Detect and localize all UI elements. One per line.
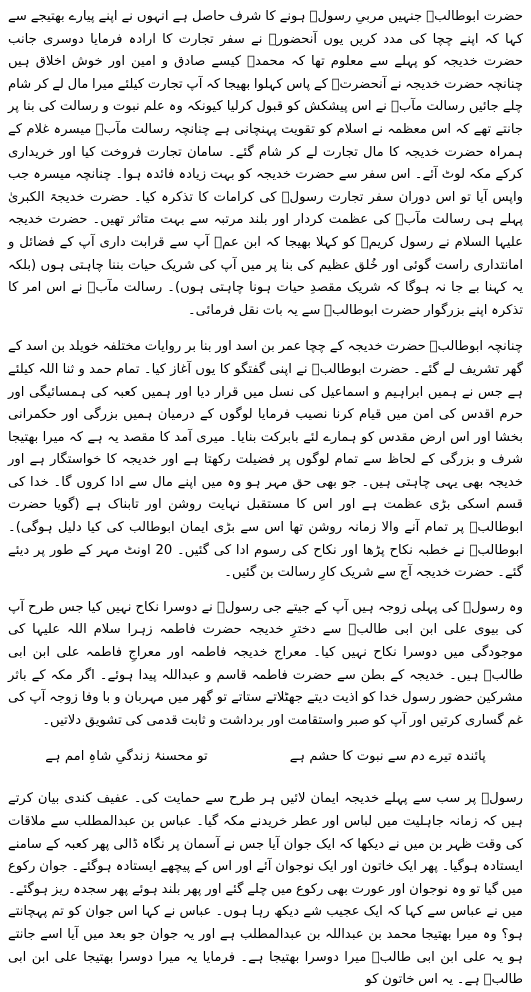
paragraph-spacer (8, 585, 523, 597)
poetry-couplet (8, 746, 523, 768)
paragraph-spacer (8, 322, 523, 336)
paragraph-spacer (8, 732, 523, 746)
verse-right-hemistich: پائندہ تیرے دم سے نبوت کا حشم ہے (289, 749, 486, 765)
paragraph-4: رسولؐ پر سب سے پہلے خدیجہ ایمان لائیں ہر طرح سے حمایت کی۔ عفیف کندی بیان کرتے ہیں کہ زمانہ جاہلیت میں لباس اور عطر خریدنے مکہ گیا۔ عباس بن عبدالمطلب سے ملاقات کی وقت ظہر بن میں نے دیکھا کہ ایک جوان آیا جس نے آسمان پر نگاہ ڈالی پھر کعبہ کے سامنے ایستادہ ہوگیا۔ پھر ایک خاتون اور ایک نوجوان آئے اور اس کے پیچھے ایستادہ ہوگئے۔ جوان رکوع میں گیا تو وہ نوجوان اور عورت بھی رکوع میں چلے گئے اور پھر بلند ہوئے پھر سجدہ ریز ہوگئے۔ میں نے عباس سے کہا کہ ایک عجیب شے دیکھ رہا ہوں۔ عباس نے کہا اس جوان کو تم پہچانتے ہو؟ وہ میرا بھتیجا محمد بن عبداللہ بن عبدالمطلب ہے اور یہ جوان جو بعد میں آیا اسے جانتے ہو یہ علی ابن ابی طالبؑ میرا دوسرا بھتیجا ہے۔ فرمایا یہ میرا دوسرا بھتیجا علی ابن ابی طالبؑ ہے۔ یہ اس خاتون کو (8, 791, 523, 988)
verse-left-hemistich: تو محسنۂ زندگیِ شاہِ امم ہے (45, 749, 208, 765)
paragraph-spacer (8, 768, 523, 788)
paragraph-3: وہ رسولؐ کی پہلی زوجہ ہیں آپ کے جیتے جی رسولؐ نے دوسرا نکاح نہیں کیا جس طرح آپ کی بیوی علی ابن ابی طالبؑ سے دخترِ خدیجہ حضرت فاطمہ زہرا سلام اللہ علیہا کی موجودگی میں دوسرا نکاح نہیں کیا۔ معراج خدیجہ فاطمہ اور معراجِ فاطمہ علی ابن ابی طالبؑ ہیں۔ خدیجہ کے بطن سے حضرت فاطمہ قاسم و عبداللہ پیدا ہوئے۔ اگر مکہ کے باثر مشرکین حضور رسول خدا کو اذیت دیتے جھٹلاتے ستاتے تو گھر میں مہربان و با وفا زوجہ آپ کی غم گساری کرتیں اور آپ کو صبر واستقامت اور برداشت و ثابت قدمی کی تشویق دلاتیں۔ (8, 599, 523, 728)
paragraph-1: حضرت ابوطالبؑ جنہیں مربیِ رسولؐ ہونے کا شرف حاصل ہے انہوں نے اپنے پیارے بھتیجے سے کہا کہ اپنے چچا کی مدد کریں یوں آنحضورؐ نے سفر تجارت کا ارادہ فرمایا دوسری جانب حضرت خدیجہ کو پہلے سے معلوم تھا کہ محمدؐ کیسے صادق و امین اور خوش اخلاق ہیں چنانچہ حضرت خدیجہ نے آنحضرتؐ کے پاس کہلوا بھیجا کہ آپ تجارت کیلئے میرا مال لے کر شام چلے جائیں رسالت مآبؐ نے اس پیشکش کو قبول کرلیا کیونکہ وہ علم نبوت و رسالت کی بنا پر جانتے تھے کہ اس معظمہ نے اسلام کو تقویت پہنچانی ہے چنانچہ رسالت مآبؐ میسرہ غلام کے ہمراہ حضرت خدیجہ کا مال تجارت لے کر شام گئے۔ سامان تجارت فروخت کیا اور خریداری کرکے مکہ لوٹ آئے۔ اس سفر سے حضرت خدیجہ کو بہت زیادہ فائدہ ہوا۔ چنانچہ میسرہ جب واپس آیا تو اس دوران سفر تجارت رسولؐ کی کرامات کا تذکرہ کیا۔ حضرت خدیجۃ الکبریٰ پہلے ہی رسالت مآبؐ کی عظمت کردار اور بلند مرتبہ سے بہت متاثر تھیں۔ حضرت خدیجہ علیہا السلام نے رسول کریمؐ کو کہلا بھیجا کہ ابن عمؐ آپ سے قرابت داری آپ کے فضائل و امانتداری راست گوئی اور خُلق عظیم کی بنا پر میں آپ کی شریک حیات بننا چاہتی ہوں (بلکہ یہ کہنا بے جا نہ ہوگا کہ شریک مقصدِ حیات ہونا چاہتی ہوں)۔ رسالت مآبؐ نے اس امر کا تذکرہ اپنے بزرگوار حضرت ابوطالبؑ سے یہ بات نقل فرمائی۔ (8, 9, 523, 318)
paragraph-2: چنانچہ ابوطالبؑ حضرت خدیجہ کے چچا عمر بن اسد اور بنا بر روایات مختلفہ خویلد بن اسد کے گھر تشریف لے گئے۔ حضرت ابوطالبؑ نے اپنی گفتگو کا یوں آغاز کیا۔ تمام حمد و ثنا اللہ کیلئے ہے جس نے ہمیں ابراہیم و اسماعیل کی نسل میں قرار دیا اور ہمیں کعبہ کی ہمسائیگی اور حرم اقدس کی امن میں قیام کرنا نصیب فرمایا لوگوں کے درمیان ہمیں بزرگی اور حکمرانی بخشا اور اس ارض مقدس کو ہمارے لئے بابرکت بنایا۔ میری آمد کا مقصد یہ ہے کہ میرا بھتیجا شرف و بزرگی کے لحاظ سے تمام لوگوں پر فضیلت رکھتا ہے اور خدیجہ کا خواستگار ہے اور خدیجہ بھی یہی چاہتی ہیں۔ جو بھی حق مہر ہو وہ میں اپنے مال سے ادا کروں گا۔ خدا کی قسم اسکی بڑی عظمت ہے اور اس کا مستقبل نہایت روشن اور تابناک ہے (گویا حضرت ابوطالبؑ پر تمام آنے والا زمانہ روشن تھا اس سے بڑی ایمان ابوطالب کی کیا دلیل ہوگی)۔ ابوطالبؑ نے خطبہ نکاح پڑھا اور نکاح کی رسوم ادا کی گئیں۔ 20 اونٹ مہر کے طور پر دیئے گئے۔ حضرت خدیجہ آج سے شریک کارِ رسالت بن گئیں۔ (8, 339, 523, 581)
